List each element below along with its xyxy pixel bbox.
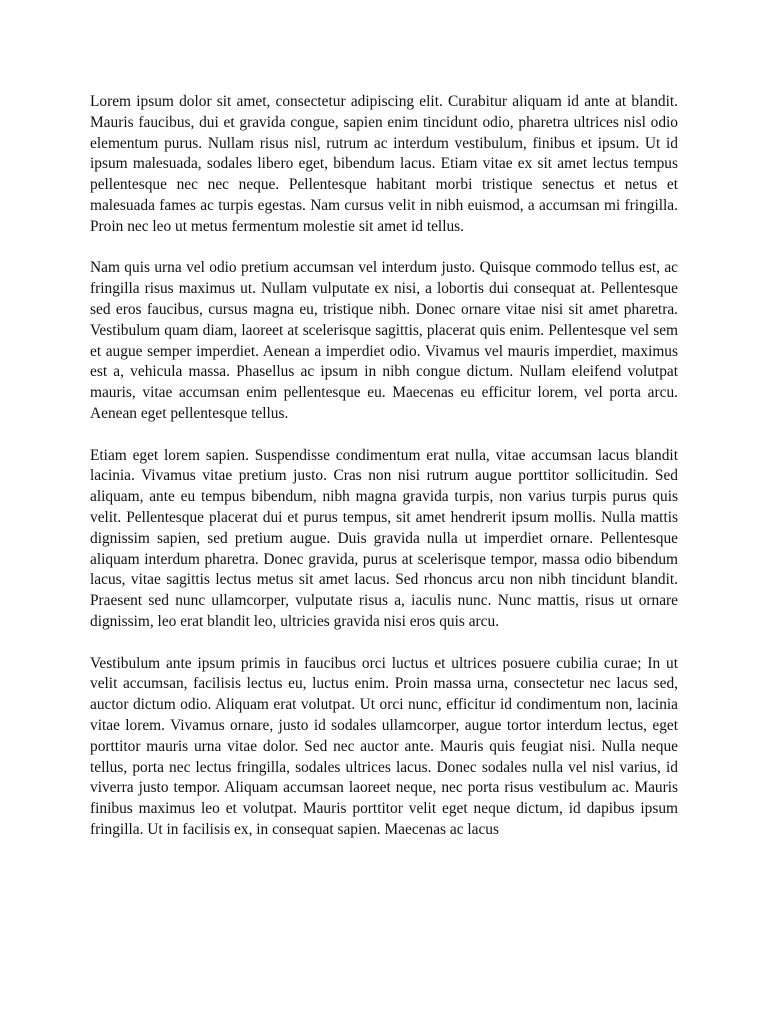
paragraph-4: Vestibulum ante ipsum primis in faucibus orci luctus et ultrices posuere cubilia curae; In ut velit accumsan, facilisis lectus eu, luctus enim. Proin massa urna, consectetur nec lacus sed, auctor dictum odio. Aliquam erat volutpat. Ut orci nunc, efficitur id condimentum non, lacinia vitae lorem. Vivamus ornare, justo id sodales ullamcorper, augue tortor interdum lectus, eget porttitor mauris urna vitae dolor. Sed nec auctor ante. Mauris quis feugiat nisi. Nulla neque tellus, porta nec lectus fringilla, sodales ultrices lacus. Donec sodales nulla vel nisl varius, id viverra justo tempor. Aliquam accumsan laoreet neque, nec porta risus vestibulum ac. Mauris finibus maximus leo et volutpat. Mauris porttitor velit eget neque dictum, id dapibus ipsum fringilla. Ut in facilisis ex, in consequat sapien. Maecenas ac lacus bbox=[90, 654, 678, 838]
paragraph-2: Nam quis urna vel odio pretium accumsan vel interdum justo. Quisque commodo tellus est, ac fringilla risus maximus ut. Nullam vulputate ex nisi, a lobortis dui consequat at. Pellentesque sed eros faucibus, cursus magna eu, tristique nibh. Donec ornare vitae nisi sit amet pharetra. Vestibulum quam diam, laoreet at scelerisque sagittis, placerat quis enim. Pellentesque vel sem et augue semper imperdiet. Aenean a imperdiet odio. Vivamus vel mauris imperdiet, maximus est a, vehicula massa. Phasellus ac ipsum in nibh congue dictum. Nullam eleifend volutpat mauris, vitae accumsan enim pellentesque eu. Maecenas eu efficitur lorem, vel porta arcu. Aenean eget pellentesque tellus. bbox=[90, 259, 678, 422]
paragraph-1: Lorem ipsum dolor sit amet, consectetur adipiscing elit. Curabitur aliquam id ante at blandit. Mauris faucibus, dui et gravida congue, sapien enim tincidunt odio, pharetra ultrices nisl odio elementum purus. Nullam risus nisl, rutrum ac interdum vestibulum, finibus et ipsum. Ut id ipsum malesuada, sodales libero eget, bibendum lacus. Etiam vitae ex sit amet lectus tempus pellentesque nec nec neque. Pellentesque habitant morbi tristique senectus et netus et malesuada fames ac turpis egestas. Nam cursus velit in nibh euismod, a accumsan mi fringilla. Proin nec leo ut metus fermentum molestie sit amet id tellus. bbox=[90, 93, 678, 235]
document-page bbox=[90, 92, 678, 841]
paragraph-3: Etiam eget lorem sapien. Suspendisse condimentum erat nulla, vitae accumsan lacus blandit lacinia. Vivamus vitae pretium justo. Cras non nisi rutrum augue porttitor sollicitudin. Sed aliquam, ante eu tempus bibendum, nibh magna gravida turpis, non varius turpis purus quis velit. Pellentesque placerat dui et purus tempus, sit amet hendrerit ipsum mollis. Nulla mattis dignissim sapien, sed pretium augue. Duis gravida nulla ut imperdiet ornare. Pellentesque aliquam interdum pharetra. Donec gravida, purus at scelerisque tempor, massa odio bibendum lacus, vitae sagittis lectus metus sit amet lacus. Sed rhoncus arcu non nibh tincidunt blandit. Praesent sed nunc ullamcorper, vulputate risus a, iaculis nunc. Nunc mattis, risus ut ornare dignissim, leo erat blandit leo, ultricies gravida nisi eros quis arcu. bbox=[90, 446, 678, 630]
